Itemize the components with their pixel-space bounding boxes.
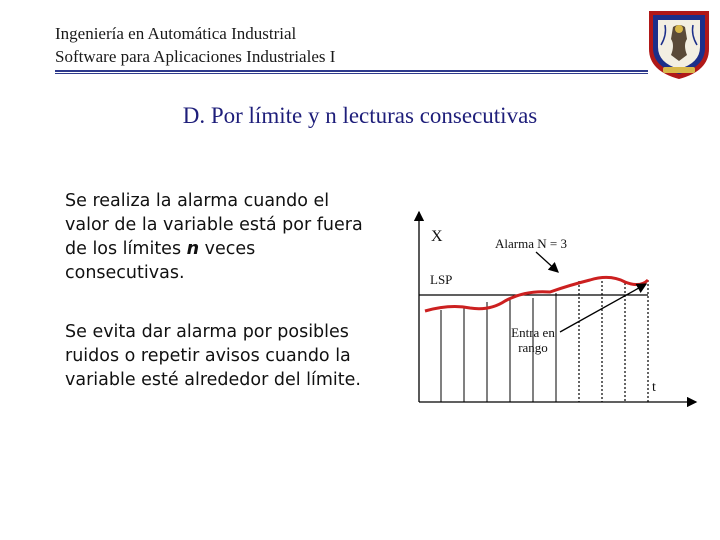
n-emphasis: n bbox=[186, 239, 200, 259]
header-rule-thin bbox=[55, 73, 648, 74]
range-arrow bbox=[560, 284, 646, 332]
lsp-label: LSP bbox=[430, 272, 453, 287]
x-axis-label: t bbox=[652, 380, 656, 395]
range-label-line1: Entra en bbox=[511, 325, 555, 340]
course-subtitle: Software para Aplicaciones Industriales I bbox=[55, 47, 336, 66]
course-title: Ingeniería en Automática Industrial bbox=[55, 24, 297, 43]
university-crest-logo bbox=[643, 5, 715, 81]
sample-lines-over-limit bbox=[579, 277, 648, 402]
alarm-arrow bbox=[536, 252, 558, 272]
alarm-limit-diagram bbox=[410, 210, 700, 410]
range-label-line2: rango bbox=[518, 340, 548, 355]
header-rule bbox=[55, 70, 648, 72]
description-paragraph bbox=[65, 189, 365, 285]
process-variable-curve bbox=[425, 277, 648, 311]
noise-paragraph: Se evita dar alarma por posibles ruidos o repetir avisos cuando la variable esté alrededor del límite. bbox=[65, 322, 361, 390]
y-axis-label: X bbox=[431, 228, 443, 245]
description-text-end: veces consecutivas. bbox=[65, 239, 256, 283]
alarm-label: Alarma N = 3 bbox=[495, 236, 567, 251]
slide-title: D. Por límite y n lecturas consecutivas bbox=[182, 103, 538, 128]
description-text-start: Se realiza la alarma cuando el valor de la variable está por fuera de los límites bbox=[65, 191, 363, 259]
